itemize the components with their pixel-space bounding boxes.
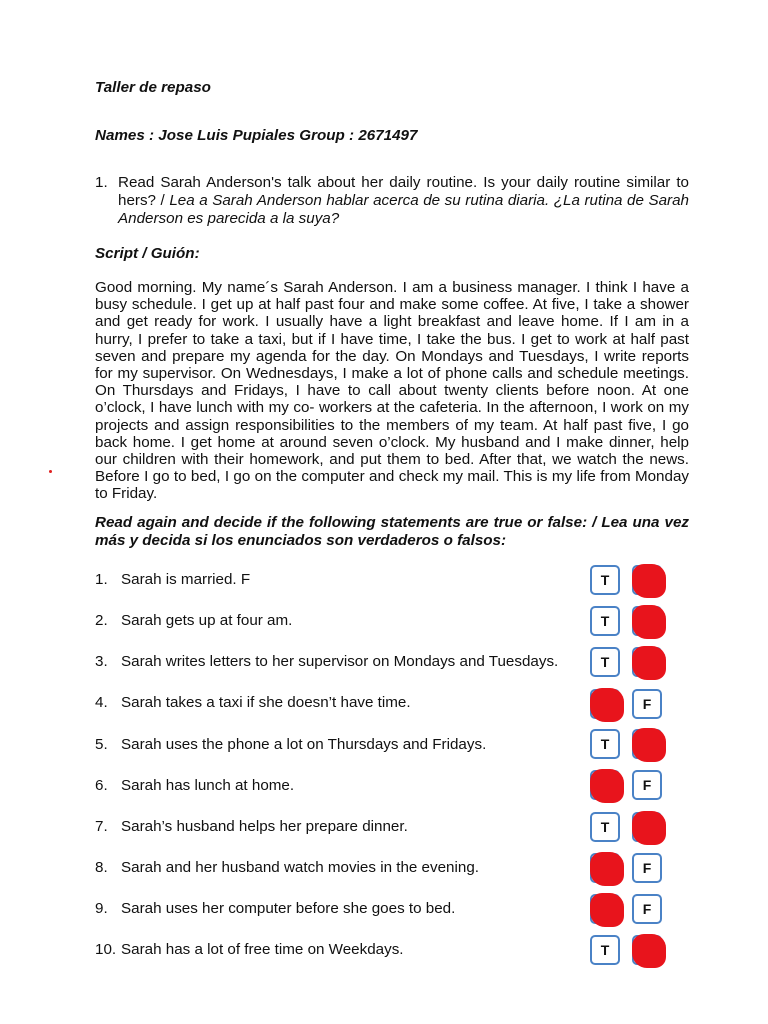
question-1 (95, 174, 689, 228)
page-title: Taller de repaso (95, 79, 211, 96)
false-box[interactable] (632, 606, 662, 636)
statement-row (95, 653, 558, 670)
statement-row (95, 736, 486, 753)
statement-text: Sarah gets up at four am. (121, 612, 293, 629)
statement-text: Sarah and her husband watch movies in the evening. (121, 859, 479, 876)
question-text (118, 174, 689, 228)
stray-red-dot (49, 470, 52, 473)
statement-number: 6. (95, 777, 108, 794)
statement-text: Sarah has a lot of free time on Weekdays. (121, 941, 404, 958)
statement-row (95, 859, 479, 876)
statement-text: Sarah takes a taxi if she doesn’t have time. (121, 694, 411, 711)
question-translation: Lea a Sarah Anderson hablar acerca de su rutina diaria. ¿La rutina de Sarah Anderson es parecida a la suya? (118, 192, 689, 227)
answer-mark (632, 811, 666, 845)
answer-mark (632, 564, 666, 598)
statement-number: 3. (95, 653, 108, 670)
false-box[interactable]: F (632, 689, 662, 719)
answer-mark (590, 688, 624, 722)
true-box[interactable]: T (590, 935, 620, 965)
statement-number: 2. (95, 612, 108, 629)
statement-number: 7. (95, 818, 108, 835)
statement-row (95, 777, 294, 794)
statement-text: Sarah uses her computer before she goes to bed. (121, 900, 456, 917)
statement-text: Sarah uses the phone a lot on Thursdays and Fridays. (121, 736, 487, 753)
statement-row (95, 818, 408, 835)
answer-mark (632, 646, 666, 680)
true-box[interactable]: T (590, 565, 620, 595)
statement-row (95, 612, 292, 629)
statement-number: 10. (95, 941, 117, 958)
statement-row (95, 900, 455, 917)
instructions: Read again and decide if the following statements are true or false: / Lea una vez más y decida si los enunciados son verdaderos o falsos: (95, 514, 689, 549)
true-box[interactable] (590, 894, 620, 924)
statement-number: 4. (95, 694, 108, 711)
false-box[interactable]: F (632, 894, 662, 924)
true-box[interactable]: T (590, 729, 620, 759)
statement-number: 9. (95, 900, 108, 917)
question-english: Read Sarah Anderson's talk about her daily routine. Is your daily routine similar to hers? / (118, 174, 689, 209)
statement-text: Sarah’s husband helps her prepare dinner. (121, 818, 408, 835)
names-line: Names : Jose Luis Pupiales Group : 2671497 (95, 127, 418, 144)
false-box[interactable] (632, 565, 662, 595)
statement-number: 5. (95, 736, 108, 753)
answer-mark (632, 934, 666, 968)
false-box[interactable] (632, 935, 662, 965)
statement-row (95, 571, 250, 588)
answer-mark (590, 769, 624, 803)
true-box[interactable] (590, 770, 620, 800)
true-box[interactable]: T (590, 606, 620, 636)
statement-text: Sarah is married. F (121, 571, 251, 588)
statement-text: Sarah writes letters to her supervisor on Mondays and Tuesdays. (121, 653, 559, 670)
true-box[interactable] (590, 853, 620, 883)
true-box[interactable] (590, 689, 620, 719)
statement-number: 8. (95, 859, 108, 876)
false-box[interactable]: F (632, 770, 662, 800)
true-box[interactable]: T (590, 812, 620, 842)
question-number: 1. (95, 174, 108, 191)
script-heading: Script / Guión: (95, 245, 200, 262)
false-box[interactable] (632, 812, 662, 842)
false-box[interactable]: F (632, 853, 662, 883)
answer-mark (632, 605, 666, 639)
answer-mark (632, 728, 666, 762)
answer-mark (590, 893, 624, 927)
statement-text: Sarah has lunch at home. (121, 777, 295, 794)
statement-number: 1. (95, 571, 108, 588)
false-box[interactable] (632, 647, 662, 677)
statement-row (95, 941, 404, 958)
answer-mark (590, 852, 624, 886)
true-box[interactable]: T (590, 647, 620, 677)
false-box[interactable] (632, 729, 662, 759)
script-paragraph: Good morning. My name´s Sarah Anderson. I am a business manager. I think I have a busy schedule. I get up at half past four and make some coffee. At five, I take a shower and get ready for work. I usually have a light breakfast and leave home. If I am in a hurry, I prefer to take a taxi, but if I have time, I take the bus. I get to work at half past seven and prepare my agenda for the day. On Mondays and Tuesdays, I write reports for my supervisor. On Wednesdays, I make a lot of phone calls and schedule meetings. On Thursdays and Fridays, I have to call about twenty clients before noon. At one o’clock, I have lunch with my co- workers at the cafeteria. In the afternoon, I work on my projects and assign responsibilities to the members of my team. At half past five, I go back home. I get home at around seven o’clock. My husband and I make dinner, help our children with their homework, and put them to bed. After that, we watch the news. Before I go to bed, I go on the computer and check my mail. This is my life from Monday to Friday. (95, 279, 689, 503)
statement-row (95, 694, 411, 711)
